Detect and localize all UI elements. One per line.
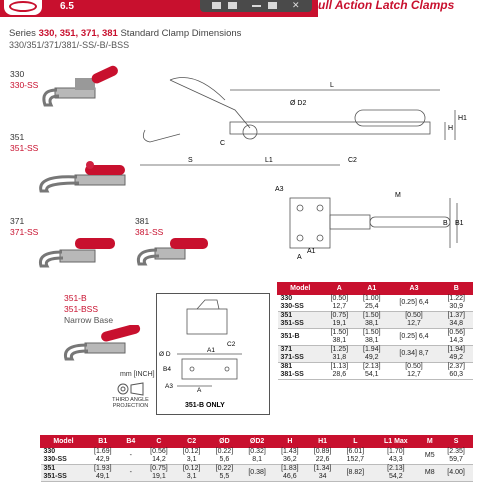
inset-dim-c2: C2 [227,341,236,348]
table-cell: M8 [420,465,440,482]
table-cell: [0.12] 3,1 [175,465,208,482]
product-label-351b: 351-B 351-BSS Narrow Base [64,293,114,325]
table-cell: [1.22] 30,9 [440,295,473,312]
table-cell: [0.25] 6,4 [388,329,440,346]
table-cell: [1.34] 34 [306,465,339,482]
table-cell: [0.25] 6,4 [388,295,440,312]
dim-h1: H1 [458,115,467,122]
units-note: mm [INCH] [120,371,155,378]
col-header: M [420,436,440,448]
dimension-table-right [277,282,473,380]
table-cell: [1.69] 42,9 [86,448,119,465]
table-cell: [0.34] 8,7 [388,346,440,363]
col-header: C2 [175,436,208,448]
table-cell: [0.50] 12,7 [388,363,440,380]
dim-a3: A3 [275,186,284,193]
pdf-toolbar [200,0,312,12]
table-cell: [1.93] 49,1 [86,465,119,482]
table-cell: [2.13] 54,2 [372,465,420,482]
col-header: B [440,283,473,295]
col-header: A [323,283,355,295]
table-cell: M5 [420,448,440,465]
table-cell: 371 371-SS [278,346,324,363]
product-label-330: 330 330-SS [10,69,39,90]
dimension-table-bottom [40,435,473,482]
table-cell: 330 330-SS [278,295,324,312]
table-row [278,329,473,346]
table-cell: [1.13] 28,6 [323,363,355,380]
dim-l1: L1 [265,157,273,164]
col-header: S [440,436,473,448]
table-cell: [1.50] 38,1 [356,329,388,346]
table-cell: [1.94] 49,2 [356,346,388,363]
table-cell: [4.00] [440,465,473,482]
table-cell: 351 351-SS [278,312,324,329]
inset-dim-a: A [197,387,202,394]
page-number: 6.5 [60,1,74,12]
table-cell: [0.75] 19,1 [323,312,355,329]
dim-c: C [220,140,226,147]
table-cell: [0.56] 14,2 [143,448,176,465]
clamp-351b-photo [60,325,145,365]
table-cell: [0.22] 5,6 [208,448,241,465]
dim-l: L [330,82,334,89]
table-cell: [1.94] 49,2 [440,346,473,363]
col-header: ØD [208,436,241,448]
table-cell: [0.56] 14,3 [440,329,473,346]
inset-dim-b4: B4 [163,366,171,373]
table-cell: [0.50] 12,7 [323,295,355,312]
table-cell: [1.50] 38,1 [356,312,388,329]
table-cell: [2.37] 60,3 [440,363,473,380]
inset-dim-a3: A3 [165,383,173,390]
zoom-in-icon[interactable] [268,2,277,9]
top-view-drawing [275,183,465,263]
inset-caption: 351-B ONLY [185,402,225,409]
series-heading: Series 330, 351, 371, 381 Standard Clamp Dimensions [9,28,242,39]
table-cell: - [119,465,142,482]
dim-a: A [297,254,302,261]
table-cell: [0.32] 8,1 [241,448,274,465]
table-row [278,295,473,312]
clamp-371-photo [35,228,120,273]
table-cell: [1.83] 46,6 [273,465,306,482]
table-cell: [1.00] 25,4 [356,295,388,312]
table-cell: [1.25] 31,8 [323,346,355,363]
col-header: C [143,436,176,448]
table-cell: - [119,448,142,465]
col-header: Model [41,436,87,448]
table-row [41,465,473,482]
dim-c2: C2 [348,157,357,164]
dim-s: S [188,157,193,164]
print-icon[interactable] [228,2,237,9]
col-header: B1 [86,436,119,448]
col-header: Model [278,283,324,295]
inset-351b-drawing [156,293,270,415]
table-cell: [0.75] 19,1 [143,465,176,482]
table-row [278,312,473,329]
table-cell: [2.13] 54,1 [356,363,388,380]
product-label-351: 351 351-SS [10,132,39,153]
col-header: ØD2 [241,436,274,448]
dim-d2: Ø D2 [290,100,307,107]
table-row [278,363,473,380]
table-cell: [1.43] 36,2 [273,448,306,465]
projection-caption: THIRD ANGLE PROJECTION [112,397,149,409]
table-cell: [8.82] [339,465,372,482]
table-cell: [0.12] 3,1 [175,448,208,465]
table-cell: [0.89] 22,6 [306,448,339,465]
col-header: B4 [119,436,142,448]
table-row [278,346,473,363]
inset-dim-a1: A1 [207,347,215,354]
col-header: L [339,436,372,448]
dim-h: H [448,125,454,132]
clamp-381-photo [135,230,210,270]
table-cell: 381 381-SS [278,363,324,380]
tools-icon[interactable]: ✕ [292,0,300,10]
table-row [41,448,473,465]
dim-b1: B1 [455,220,464,227]
table-cell: [2.35] 59,7 [440,448,473,465]
product-label-381: 381 381-SS [135,216,164,237]
clamp-351-photo [35,155,145,200]
table-cell: [1.37] 34,8 [440,312,473,329]
page-title: ull Action Latch Clamps [318,0,481,17]
table-cell: [0.22] 5,5 [208,465,241,482]
zoom-out-icon[interactable] [252,5,261,7]
table-cell: 351 351-SS [41,465,87,482]
clamp-330-photo [35,60,145,115]
table-cell: [1.70] 43,3 [372,448,420,465]
col-header: H [273,436,306,448]
col-header: L1 Max [372,436,420,448]
table-cell: [0.50] 12,7 [388,312,440,329]
side-view-drawing [140,70,475,180]
col-header: H1 [306,436,339,448]
series-subtitle: 330/351/371/381/-SS/-B/-BSS [9,40,130,50]
dim-b: B [443,220,448,227]
save-icon[interactable] [212,2,221,9]
table-cell: [6.01] 152,7 [339,448,372,465]
table-cell: 351-B [278,329,324,346]
col-header: A1 [356,283,388,295]
third-angle-projection-icon [115,382,145,396]
dim-a1: A1 [307,248,316,255]
product-label-371: 371 371-SS [10,216,39,237]
table-cell: [1.50] 38,1 [323,329,355,346]
table-cell: 330 330-SS [41,448,87,465]
logo-emblem-icon [9,1,37,12]
inset-dim-d: Ø D [159,351,171,358]
table-cell: [0.38] [241,465,274,482]
dim-m: M [395,192,401,199]
col-header: A3 [388,283,440,295]
